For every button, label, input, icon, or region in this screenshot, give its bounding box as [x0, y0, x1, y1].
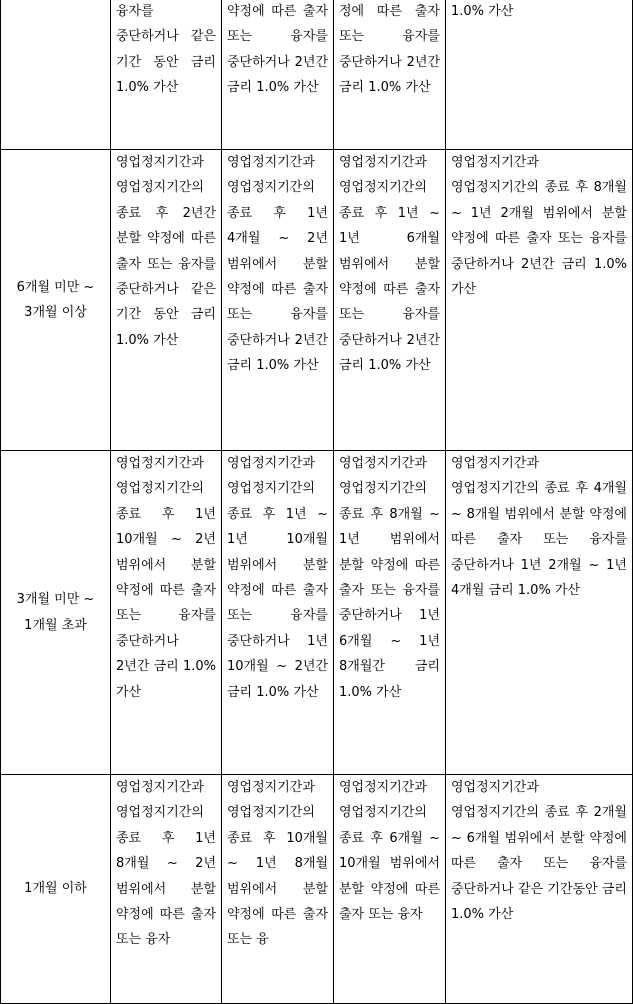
cell-text: 융자를 중단하거나 같은 기간 동안 금리 1.0% 가산 [116, 4, 216, 96]
cell-text: 영업정지기간과 영업정지기간의 종료 후 2년간 분할 약정에 따른 출자 또는 융자를 중단하거나 같은 기간 동안 금리 1.0% 가산 [116, 155, 216, 348]
period-label-cell: 6개월 미만 ~ 3개월 이상 [1, 150, 111, 451]
table-cell [334, 150, 446, 451]
cell-text: 정에 따른 출자 또는 융자를 중단하거나 2년간 금리 1.0% 가산 [339, 4, 440, 96]
period-label-cell: 1개월 이하 [1, 775, 111, 1004]
cell-text: 영업정지기간과 영업정지기간의 종료 후 2개월 ~ 6개월 범위에서 분할 약정에 따른 출자 또는 융자를 중단하거나 같은 기간동안 금리 1.0% 가산 [451, 780, 627, 923]
table-cell [334, 775, 446, 1004]
cell-text: 영업정지기간과 영업정지기간의 종료 후 10개월 ~ 1년 8개월 범위에서 분할 약정에 따른 출자 또는 융 [227, 780, 328, 948]
cell-text: 영업정지기간과 영업정지기간의 종료 후 1년 10개월 ~ 2년 범위에서 분할 약정에 따른 출자 또는 융자를 중단하거나 2년간 금리 1.0% 가산 [116, 456, 216, 700]
table-row [1, 0, 633, 150]
cell-text: 영업정지기간과 영업정지기간의 종료 후 8개월 ~ 1년 2개월 범위에서 분할 약정에 따른 출자 또는 융자를 중단하거나 2년간 금리 1.0% 가산 [451, 155, 627, 298]
table-row [1, 451, 633, 775]
cell-text: 영업정지기간과 영업정지기간의 종료 후 1년 4개월 ~ 2년 범위에서 분할 약정에 따른 출자 또는 융자를 중단하거나 2년간 금리 1.0% 가산 [227, 155, 328, 374]
cell-text: 약정에 따른 출자 또는 융자를 중단하거나 2년간 금리 1.0% 가산 [227, 4, 328, 96]
cell-text: 영업정지기간과 영업정지기간의 종료 후 1년 ~ 1년 10개월 범위에서 분할 약정에 따른 출자 또는 융자를 중단하거나 1년 10개월 ~ 2년간 금리 1.0% 가산 [227, 456, 328, 700]
period-label-cell [1, 0, 111, 150]
table-cell [222, 451, 334, 775]
table-row [1, 150, 633, 451]
cell-text: 영업정지기간과 영업정지기간의 종료 후 8개월 ~ 1년 범위에서 분할 약정에 따른 출자 또는 융자를 중단하거나 1년 6개월 ~ 1년 8개월간 금리 1.0% 가산 [339, 456, 440, 700]
table-cell [111, 451, 222, 775]
table-cell [446, 451, 633, 775]
table-row [1, 775, 633, 1004]
cell-text: 1.0% 가산 [451, 4, 514, 19]
cell-text: 영업정지기간과 영업정지기간의 종료 후 1년 8개월 ~ 2년 범위에서 분할 약정에 따른 출자 또는 융자 [116, 780, 216, 948]
cell-text: 영업정지기간과 영업정지기간의 종료 후 6개월 ~ 10개월 범위에서 분할 약정에 따른 출자 또는 융자 [339, 780, 440, 923]
table-cell [111, 0, 222, 150]
table-cell [446, 150, 633, 451]
table-cell [222, 0, 334, 150]
table-cell [334, 0, 446, 150]
table-cell [111, 775, 222, 1004]
table-cell [111, 150, 222, 451]
table-cell [222, 150, 334, 451]
cell-text: 영업정지기간과 영업정지기간의 종료 후 1년 ~ 1년 6개월 범위에서 분할 약정에 따른 출자 또는 융자를 중단하거나 2년간 금리 1.0% 가산 [339, 155, 440, 374]
period-label-cell: 3개월 미만 ~ 1개월 초과 [1, 451, 111, 775]
table-cell [222, 775, 334, 1004]
table-cell [446, 0, 633, 150]
table-cell [334, 451, 446, 775]
cell-text: 영업정지기간과 영업정지기간의 종료 후 4개월~ 8개월 범위에서 분할 약정에 따른 출자 또는 융자를 중단하거나 1년 2개월 ~ 1년 4개월 금리 1.0% 가산 [451, 456, 627, 599]
table-cell [446, 775, 633, 1004]
